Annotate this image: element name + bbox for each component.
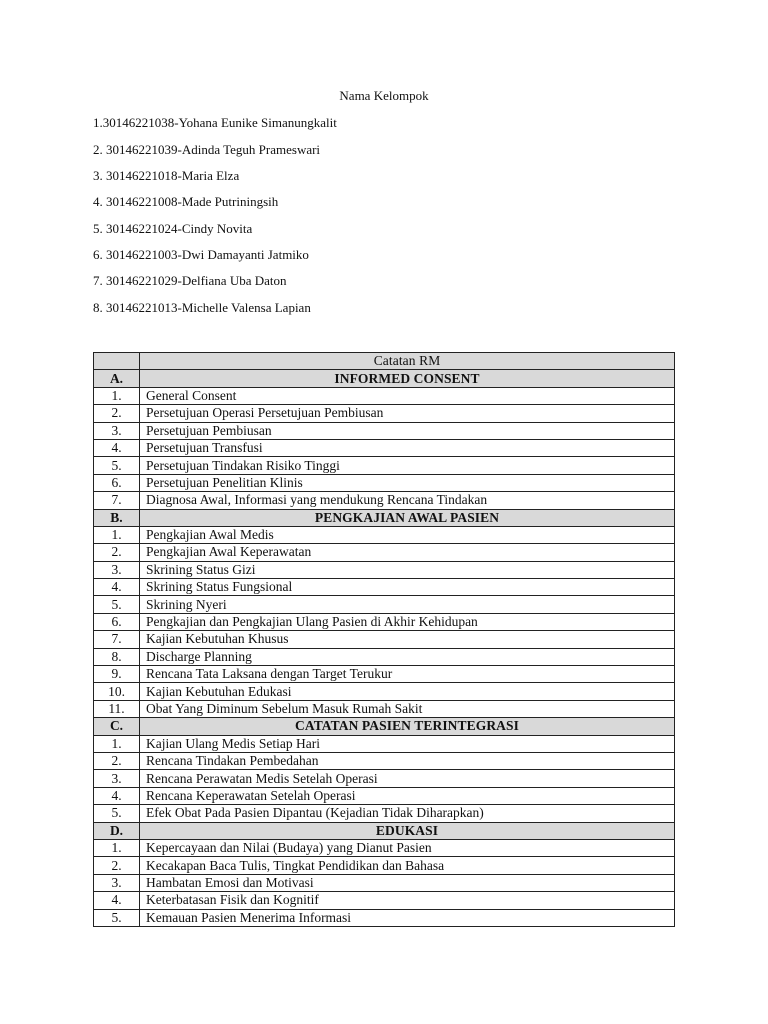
row-number: 3. [94,874,140,891]
row-text: Persetujuan Tindakan Risiko Tinggi [140,457,675,474]
row-number: 4. [94,439,140,456]
table-row [94,752,675,769]
row-number: 1. [94,387,140,404]
row-number: 2. [94,405,140,422]
header-number-cell [94,353,140,370]
row-text: Kajian Kebutuhan Edukasi [140,683,675,700]
row-number: 7. [94,631,140,648]
section-letter: D. [94,822,140,839]
row-text: Rencana Keperawatan Setelah Operasi [140,787,675,804]
row-text: Obat Yang Diminum Sebelum Masuk Rumah Sakit [140,700,675,717]
table-row [94,839,675,856]
row-number: 4. [94,579,140,596]
section-title: INFORMED CONSENT [140,370,675,387]
row-text: Kajian Ulang Medis Setiap Hari [140,735,675,752]
row-text: Rencana Tindakan Pembedahan [140,752,675,769]
section-title: EDUKASI [140,822,675,839]
table-row [94,805,675,822]
row-number: 9. [94,666,140,683]
table-row [94,648,675,665]
catatan-rm-table [93,352,675,927]
table-row [94,666,675,683]
table-row [94,422,675,439]
table-row [94,683,675,700]
section-row [94,822,675,839]
table-row [94,735,675,752]
member-item: 1.30146221038-Yohana Eunike Simanungkalit [93,115,337,130]
section-row [94,370,675,387]
row-number: 1. [94,735,140,752]
row-number: 2. [94,752,140,769]
section-letter: C. [94,718,140,735]
row-number: 5. [94,805,140,822]
table-header: Catatan RM [140,353,675,370]
member-item: 7. 30146221029-Delfiana Uba Daton [93,273,287,288]
table-row [94,596,675,613]
row-text: Skrining Nyeri [140,596,675,613]
table-row [94,909,675,926]
row-number: 5. [94,457,140,474]
table-row [94,405,675,422]
row-text: Skrining Status Gizi [140,561,675,578]
member-item: 6. 30146221003-Dwi Damayanti Jatmiko [93,247,309,262]
table-row [94,457,675,474]
row-number: 3. [94,770,140,787]
row-text: Persetujuan Pembiusan [140,422,675,439]
row-number: 2. [94,544,140,561]
table-row [94,700,675,717]
row-text: Kecakapan Baca Tulis, Tingkat Pendidikan dan Bahasa [140,857,675,874]
table-row [94,526,675,543]
section-letter: B. [94,509,140,526]
section-letter: A. [94,370,140,387]
row-text: Hambatan Emosi dan Motivasi [140,874,675,891]
row-text: Persetujuan Transfusi [140,439,675,456]
row-number: 7. [94,492,140,509]
row-text: Keterbatasan Fisik dan Kognitif [140,892,675,909]
row-text: Diagnosa Awal, Informasi yang mendukung Rencana Tindakan [140,492,675,509]
page-title: Nama Kelompok [339,88,429,103]
row-text: Persetujuan Penelitian Klinis [140,474,675,491]
row-number: 10. [94,683,140,700]
table-row [94,770,675,787]
member-item: 3. 30146221018-Maria Elza [93,168,240,183]
section-row [94,718,675,735]
row-number: 5. [94,596,140,613]
table-header-row [94,353,675,370]
section-title: CATATAN PASIEN TERINTEGRASI [140,718,675,735]
row-text: Kajian Kebutuhan Khusus [140,631,675,648]
row-text: Kepercayaan dan Nilai (Budaya) yang Dianut Pasien [140,839,675,856]
row-number: 8. [94,648,140,665]
row-text: Discharge Planning [140,648,675,665]
row-number: 6. [94,613,140,630]
row-number: 6. [94,474,140,491]
row-text: General Consent [140,387,675,404]
row-number: 3. [94,561,140,578]
table-row [94,631,675,648]
row-number: 11. [94,700,140,717]
row-number: 1. [94,839,140,856]
row-number: 4. [94,892,140,909]
row-text: Pengkajian Awal Keperawatan [140,544,675,561]
table-row [94,857,675,874]
row-number: 4. [94,787,140,804]
section-row [94,509,675,526]
row-number: 3. [94,422,140,439]
row-text: Pengkajian dan Pengkajian Ulang Pasien di Akhir Kehidupan [140,613,675,630]
row-text: Skrining Status Fungsional [140,579,675,596]
row-number: 5. [94,909,140,926]
section-title: PENGKAJIAN AWAL PASIEN [140,509,675,526]
row-text: Rencana Perawatan Medis Setelah Operasi [140,770,675,787]
row-text: Pengkajian Awal Medis [140,526,675,543]
row-text: Efek Obat Pada Pasien Dipantau (Kejadian Tidak Diharapkan) [140,805,675,822]
table-row [94,787,675,804]
row-text: Rencana Tata Laksana dengan Target Terukur [140,666,675,683]
table-row [94,892,675,909]
table-row [94,439,675,456]
member-item: 5. 30146221024-Cindy Novita [93,221,253,236]
member-item: 8. 30146221013-Michelle Valensa Lapian [93,300,311,315]
member-item: 4. 30146221008-Made Putriningsih [93,194,279,209]
table-row [94,544,675,561]
table-row [94,874,675,891]
row-number: 1. [94,526,140,543]
table-row [94,579,675,596]
member-item: 2. 30146221039-Adinda Teguh Prameswari [93,142,321,157]
row-text: Kemauan Pasien Menerima Informasi [140,909,675,926]
row-text: Persetujuan Operasi Persetujuan Pembiusan [140,405,675,422]
table-row [94,613,675,630]
table-row [94,387,675,404]
table-row [94,561,675,578]
row-number: 2. [94,857,140,874]
table-row [94,492,675,509]
table-row [94,474,675,491]
